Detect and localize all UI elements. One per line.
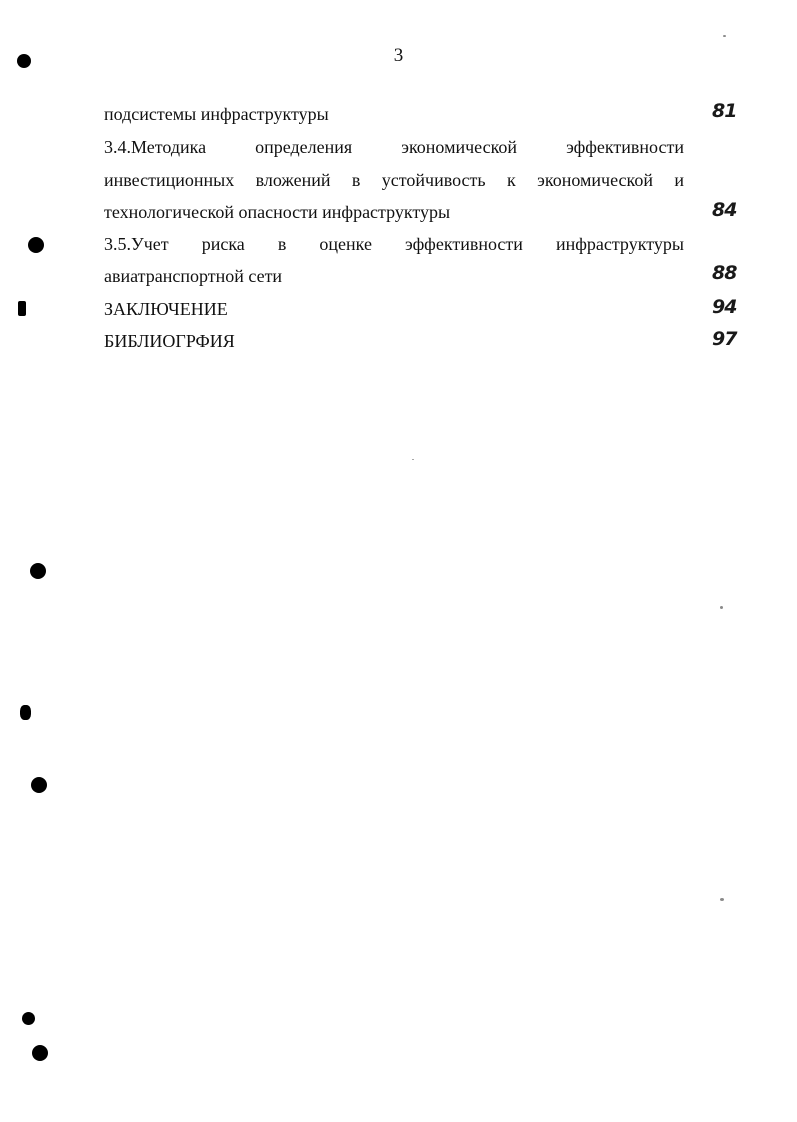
toc-page-number: 94: [712, 296, 737, 318]
punch-hole-mark: [22, 1012, 35, 1025]
toc-word: экономической: [401, 137, 518, 157]
toc-page-number: 81: [712, 100, 737, 122]
toc-entry-bibliography: БИБЛИОГРФИЯ: [104, 331, 235, 351]
toc-word: к: [507, 170, 516, 190]
toc-word: инвестиционных: [104, 170, 235, 190]
toc-page-number: 88: [712, 262, 737, 284]
toc-word: оценке: [319, 234, 372, 254]
toc-entry-3-4-line3: технологической опасности инфраструктуры: [104, 202, 451, 222]
scan-speck: [412, 459, 414, 460]
toc-entry-3-5-line1: [104, 233, 684, 255]
toc-entry-conclusion: ЗАКЛЮЧЕНИЕ: [104, 299, 228, 319]
punch-hole-mark: [32, 1045, 48, 1061]
toc-entry-3-3-tail: подсистемы инфраструктуры: [104, 104, 329, 124]
punch-hole-mark: [28, 237, 44, 253]
toc-word: инфраструктуры: [555, 234, 684, 254]
toc-word: экономической: [537, 170, 653, 190]
toc-word: эффективности: [566, 137, 684, 157]
toc-word: 3.4.Методика: [104, 137, 207, 157]
toc-word: в: [277, 234, 287, 254]
toc-word: в: [351, 170, 361, 190]
page-number: 3: [393, 45, 404, 66]
toc-word: эффективности: [404, 234, 523, 254]
toc-entry-3-5-line2: авиатранспортной сети: [104, 266, 283, 286]
toc-entry-3-4-line2: [104, 169, 684, 191]
scan-speck: [720, 898, 724, 901]
toc-word: 3.5.Учет: [104, 234, 169, 254]
toc-word: устойчивость: [381, 170, 486, 190]
punch-hole-mark: [20, 705, 31, 720]
toc-word: вложений: [255, 170, 331, 190]
toc-page-number: 84: [712, 199, 737, 221]
punch-hole-mark: [31, 777, 47, 793]
toc-page-number: 97: [712, 328, 737, 350]
toc-word: и: [674, 170, 684, 190]
punch-hole-mark: [30, 563, 46, 579]
scan-speck: [723, 35, 726, 37]
punch-hole-mark: [18, 301, 26, 316]
toc-entry-3-4-line1: [104, 136, 684, 158]
toc-word: определения: [255, 137, 353, 157]
toc-word: риска: [201, 234, 245, 254]
scan-speck: [720, 606, 723, 609]
